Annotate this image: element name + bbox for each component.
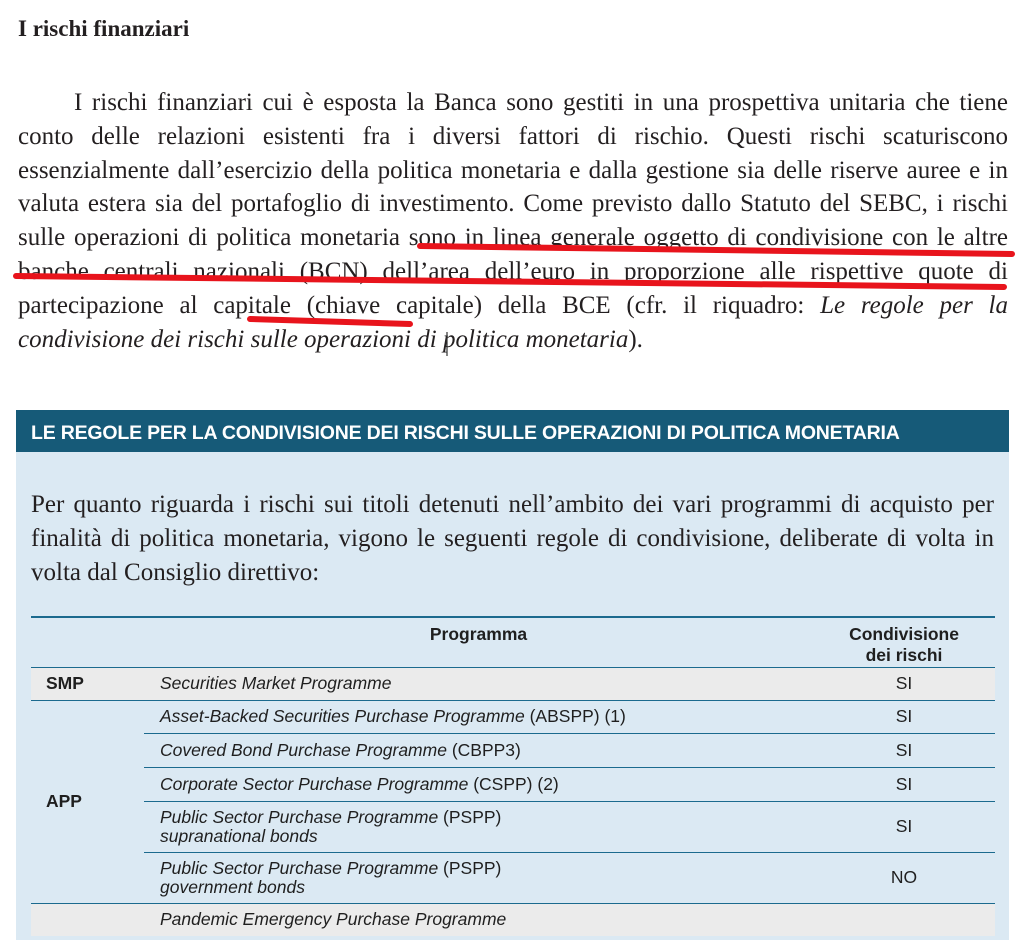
col-sharing-line2: dei rischi [865,645,943,665]
box-intro: Per quanto riguarda i rischi sui titoli detenuti nell’ambito dei vari programmi di acquisto per finalità di politica monetaria, vigono le seguenti regole di condivisione, deliberate di volta in volta dal Consiglio direttivo: [31,491,994,586]
paragraph-end: ). [628,325,643,353]
rules-box [16,410,1009,940]
program-name-text: Asset-Backed Securities Purchase Programme [160,706,525,726]
program-code: SMP [31,667,144,700]
sharing-value [813,903,995,936]
section-title: I rischi finanziari [18,16,190,41]
program-subtitle: government bonds [160,876,305,897]
body-paragraph [18,86,1008,356]
col-program-header: Programma [429,624,528,644]
program-name [144,801,813,852]
sharing-value: SI [813,801,995,852]
program-code: APP [31,700,144,903]
sharing-value: NO [813,852,995,903]
program-suffix: (CSPP) (2) [468,773,559,794]
table-row [31,903,995,936]
box-header: LE REGOLE PER LA CONDIVISIONE DEI RISCHI SULLE OPERAZIONI DI POLITICA MONETARIA [16,410,1009,452]
program-suffix: (ABSPP) (1) [524,706,626,726]
program-name-text: Corporate Sector Purchase Programme [160,773,469,794]
program-suffix: (PSPP) [438,806,502,827]
program-suffix: (PSPP) [438,857,502,878]
sharing-value: SI [813,767,995,801]
sharing-table [31,616,995,936]
sharing-value: SI [813,733,995,767]
table-row [31,667,995,700]
program-name [144,852,813,903]
program-code [31,903,144,936]
table-row [31,700,995,733]
program-name [144,733,813,767]
table-row [31,733,995,767]
program-name [144,903,813,936]
col-sharing-header [813,617,995,667]
program-name-text: Public Sector Purchase Programme [160,857,439,878]
program-subtitle: supranational bonds [160,825,318,846]
program-name-text: Securities Market Programme [160,673,392,693]
table-row [31,767,995,801]
table-row [31,801,995,852]
program-name [144,767,813,801]
program-name-text: Public Sector Purchase Programme [160,806,439,827]
program-name [144,700,813,733]
sharing-value: SI [813,667,995,700]
table-row [31,852,995,903]
program-name [144,667,813,700]
program-suffix: (CBPP3) [446,739,521,760]
col-code-header [31,617,144,667]
sharing-value: SI [813,700,995,733]
col-sharing-line1: Condivisione [849,624,959,644]
program-name-text: Covered Bond Purchase Programme [160,739,447,760]
program-name-text: Pandemic Emergency Purchase Programme [160,908,507,929]
paragraph-text: I rischi finanziari cui è esposta la Banca sono gestiti in una prospettiva unitaria che tiene conto delle relazioni esistenti fra i diversi fattori di rischio. Questi rischi scaturiscono essenzialmente dall’esercizio della politica monetaria e dalla gestione sia delle riserve auree e in valuta estera sia del portafoglio di investimento. Come previsto dallo Statuto del SEBC, i rischi sulle operazioni di politica monetaria sono in linea generale oggetto di condivisione con le altre banche centrali nazionali (BCN) dell’area dell’euro in proporzione alle rispettive quote di partecipazione al capitale (chiave capitale) della BCE (cfr. il riquadro: [18,89,1008,319]
box-reference: Le regole per la condivisione dei rischi sulle operazioni di politica monetaria [18,291,1008,353]
